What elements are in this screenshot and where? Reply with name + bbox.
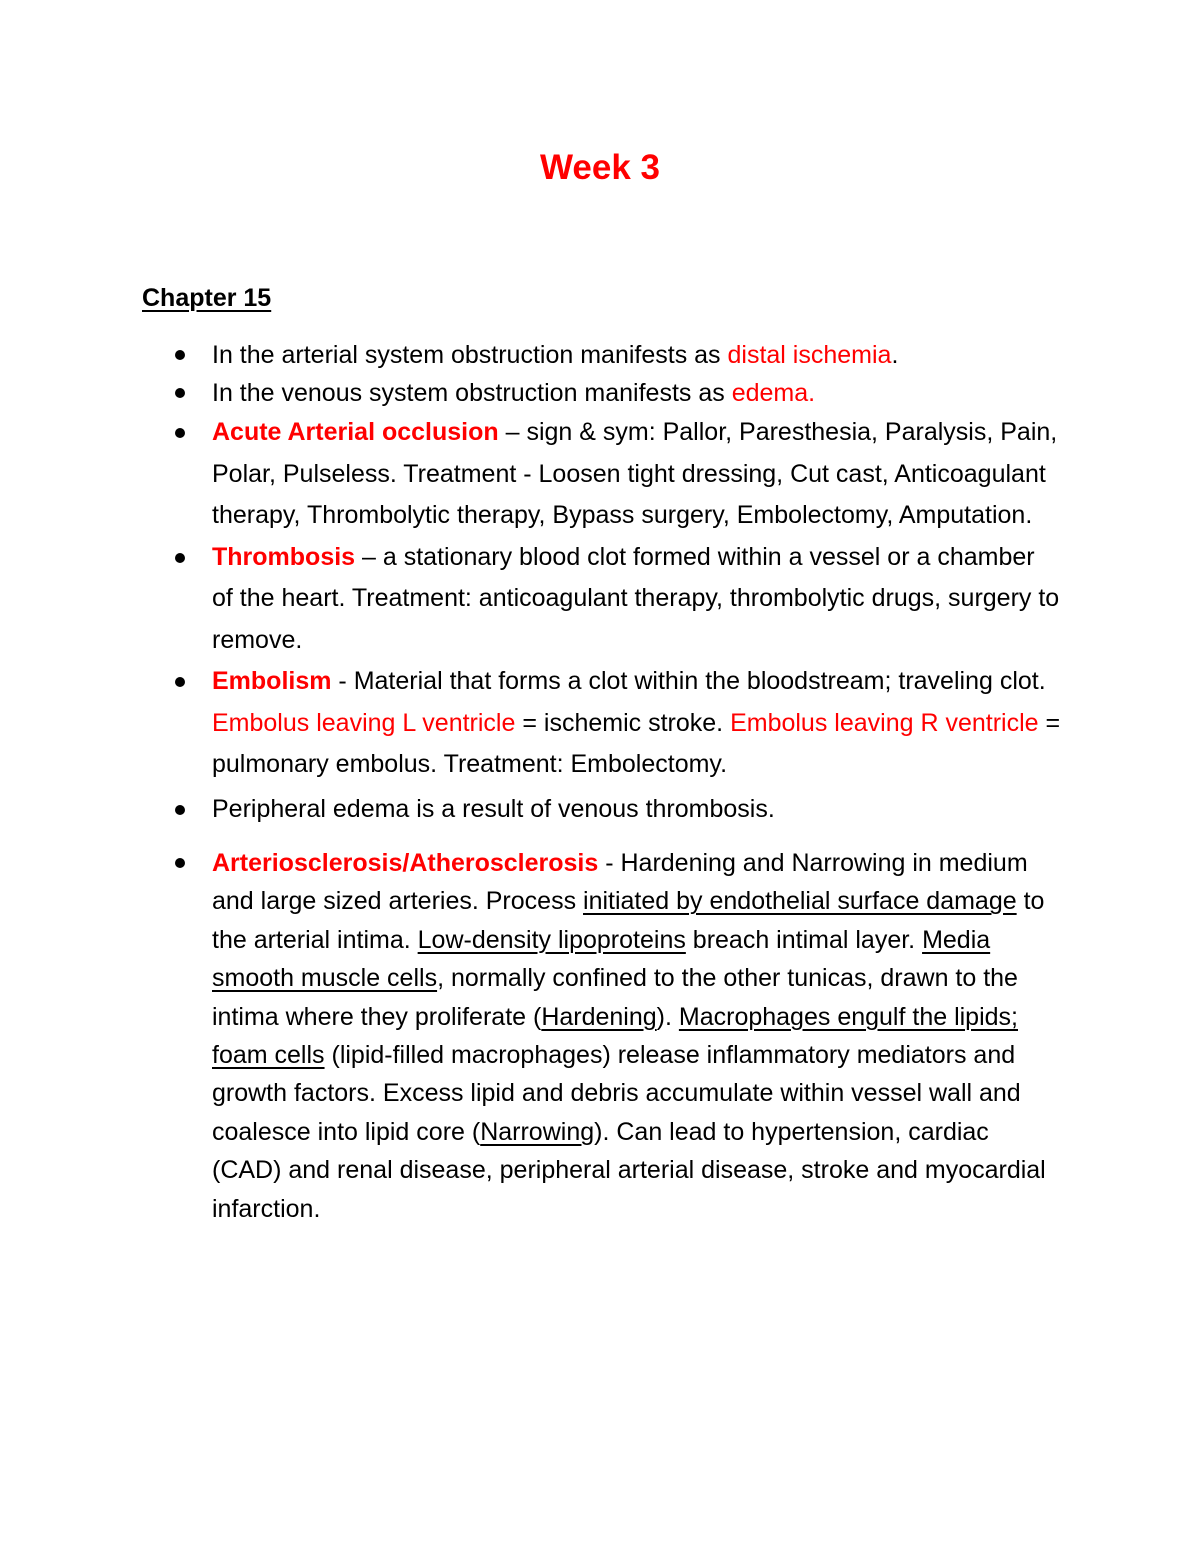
term-thrombosis: Thrombosis bbox=[212, 542, 356, 571]
note-text: - Material that forms a clot within the bloodstream; traveling clot. bbox=[331, 667, 1046, 695]
note-text: ). Can lead to hypertension, cardiac (CAD) and renal disease, peripheral arterial disease, stroke and myocardial infarction. bbox=[212, 1117, 1046, 1223]
note-text: In the arterial system obstruction manifests as bbox=[212, 341, 728, 369]
note-text: – a stationary blood clot formed within a vessel or a chamber of the heart. Treatment: anticoagulant therapy, thrombolytic drugs, surgery to remove. bbox=[212, 542, 1060, 654]
note-text: to the arterial intima. bbox=[212, 887, 1045, 954]
highlight-embolus-right: Embolus leaving R ventricle bbox=[730, 708, 1039, 737]
note-acute-arterial-occlusion bbox=[142, 412, 1062, 537]
note-embolism bbox=[142, 661, 1062, 786]
underlined-phrase: Media smooth muscle cells bbox=[212, 925, 991, 993]
highlight-distal-ischemia: distal ischemia bbox=[727, 341, 892, 369]
note-peripheral-edema bbox=[142, 789, 1062, 831]
term-arteriosclerosis: Arteriosclerosis/Atherosclerosis bbox=[212, 849, 599, 877]
term-embolism: Embolism bbox=[212, 667, 332, 695]
note-text: . bbox=[891, 341, 899, 369]
note-text: = ischemic stroke. bbox=[515, 708, 731, 737]
underlined-phrase: Narrowing bbox=[480, 1117, 595, 1146]
note-text: – sign & sym: Pallor, Paresthesia, Paralysis, Pain, Polar, Pulseless. Treatment - Loosen tight dressing, Cut cast, Anticoagulant therapy, Thrombolytic therapy, Bypass surgery, Embolectomy, Amputation. bbox=[212, 418, 1058, 529]
notes-list bbox=[142, 336, 1062, 1228]
note-thrombosis bbox=[142, 537, 1062, 662]
note-arteriosclerosis bbox=[142, 844, 1062, 1228]
chapter-heading: Chapter 15 bbox=[142, 284, 272, 312]
note-text: In the venous system obstruction manifests as bbox=[212, 379, 732, 407]
highlight-edema: edema. bbox=[731, 379, 816, 407]
note-text: ). bbox=[656, 1002, 679, 1031]
note-text: Peripheral edema is a result of venous thrombosis. bbox=[212, 794, 775, 823]
note-text: , normally confined to the other tunicas, drawn to the intima where they proliferate ( bbox=[212, 964, 1018, 1031]
underlined-phrase: Low-density lipoproteins bbox=[417, 925, 686, 954]
note-arterial-obstruction bbox=[142, 336, 1062, 374]
highlight-embolus-left: Embolus leaving L ventricle bbox=[212, 708, 516, 737]
page-title: Week 3 bbox=[540, 148, 660, 187]
note-text: = pulmonary embolus. Treatment: Embolectomy. bbox=[212, 708, 1061, 778]
underlined-phrase: Hardening bbox=[541, 1002, 657, 1031]
note-venous-obstruction bbox=[142, 374, 1062, 412]
underlined-phrase: Macrophages engulf the lipids; foam cells bbox=[212, 1002, 1018, 1070]
note-text: (lipid-filled macrophages) release inflammatory mediators and growth factors. Excess lipid and debris accumulate within vessel wall and coalesce into lipid core ( bbox=[212, 1041, 1021, 1146]
underlined-phrase: initiated by endothelial surface damage bbox=[583, 887, 1017, 916]
term-acute-arterial-occlusion: Acute Arterial occlusion bbox=[212, 418, 499, 446]
note-text: breach intimal layer. bbox=[685, 925, 923, 954]
note-text: - Hardening and Narrowing in medium and large sized arteries. Process bbox=[212, 849, 1028, 916]
